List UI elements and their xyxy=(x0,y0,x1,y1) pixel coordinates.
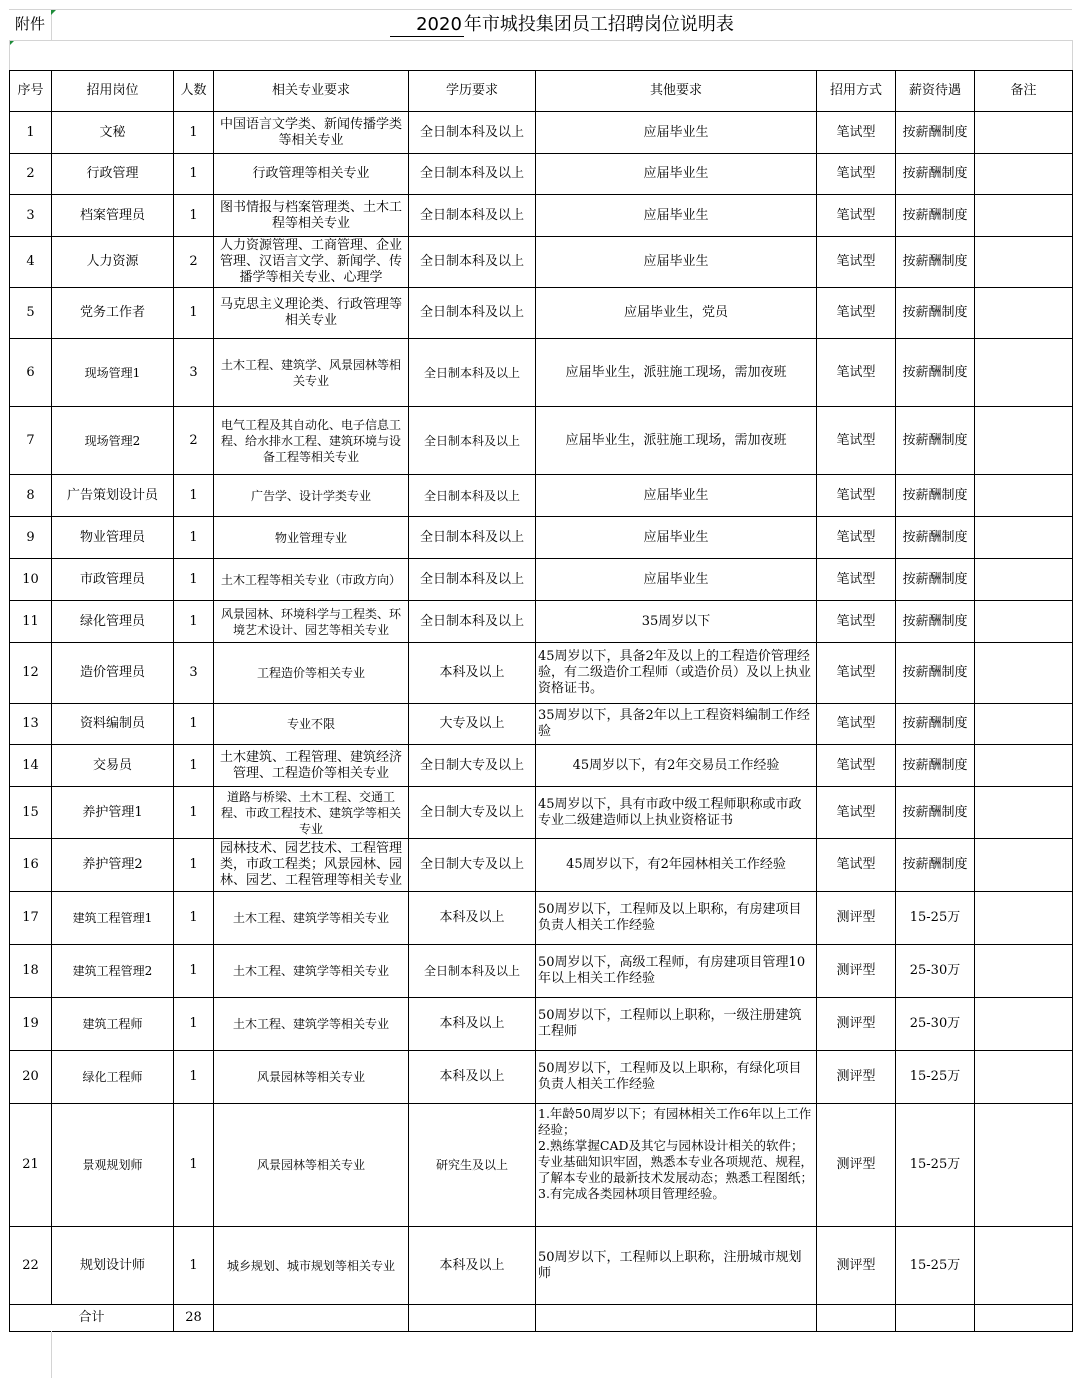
row-major: 土木工程、建筑学等相关专业 xyxy=(214,892,409,945)
row-no: 4 xyxy=(10,237,52,288)
row-remark xyxy=(975,892,1073,945)
sheet-gridline xyxy=(51,1331,52,1378)
total-empty-cell xyxy=(536,1305,817,1332)
row-no: 5 xyxy=(10,288,52,339)
row-education: 全日制本科及以上 xyxy=(409,339,536,407)
table-row xyxy=(10,745,1073,787)
row-method: 笔试型 xyxy=(817,154,896,195)
col-header-other: 其他要求 xyxy=(536,71,817,112)
row-other: 35周岁以下，具备2年以上工程资料编制工作经验 xyxy=(536,704,817,745)
row-other: 应届毕业生 xyxy=(536,475,817,517)
row-position: 养护管理1 xyxy=(52,787,174,839)
col-header-count: 人数 xyxy=(174,71,214,112)
row-no: 7 xyxy=(10,407,52,475)
row-method: 笔试型 xyxy=(817,745,896,787)
row-salary: 15-25万 xyxy=(896,892,975,945)
recruitment-table xyxy=(9,70,1073,1332)
sheet-gridline xyxy=(9,40,1072,41)
row-count: 1 xyxy=(174,1227,214,1305)
row-salary: 按薪酬制度 xyxy=(896,601,975,643)
row-major: 广告学、设计学类专业 xyxy=(214,475,409,517)
row-salary: 按薪酬制度 xyxy=(896,407,975,475)
row-other: 50周岁以下，工程师以上职称，注册城市规划师 xyxy=(536,1227,817,1305)
row-major: 风景园林等相关专业 xyxy=(214,1104,409,1227)
row-education: 全日制本科及以上 xyxy=(409,154,536,195)
table-row xyxy=(10,407,1073,475)
row-no: 21 xyxy=(10,1104,52,1227)
row-education: 全日制本科及以上 xyxy=(409,195,536,237)
row-count: 1 xyxy=(174,745,214,787)
total-empty-cell xyxy=(975,1305,1073,1332)
row-salary: 按薪酬制度 xyxy=(896,112,975,154)
row-count: 1 xyxy=(174,1051,214,1104)
sheet-gridline xyxy=(9,9,1072,10)
row-other: 应届毕业生，派驻施工现场，需加夜班 xyxy=(536,407,817,475)
row-education: 全日制本科及以上 xyxy=(409,237,536,288)
row-major: 工程造价等相关专业 xyxy=(214,643,409,704)
row-other: 45周岁以下，具有市政中级工程师职称或市政专业二级建造师以上执业资格证书 xyxy=(536,787,817,839)
table-row xyxy=(10,237,1073,288)
row-remark xyxy=(975,787,1073,839)
row-method: 笔试型 xyxy=(817,643,896,704)
row-position: 绿化管理员 xyxy=(52,601,174,643)
row-position: 规划设计师 xyxy=(52,1227,174,1305)
row-remark xyxy=(975,112,1073,154)
table-row xyxy=(10,517,1073,559)
row-major: 电气工程及其自动化、电子信息工程、给水排水工程、建筑环境与设备工程等相关专业 xyxy=(214,407,409,475)
row-count: 1 xyxy=(174,601,214,643)
table-row xyxy=(10,288,1073,339)
row-method: 笔试型 xyxy=(817,195,896,237)
row-major: 风景园林等相关专业 xyxy=(214,1051,409,1104)
row-count: 1 xyxy=(174,998,214,1051)
row-other: 应届毕业生，派驻施工现场，需加夜班 xyxy=(536,339,817,407)
row-salary: 15-25万 xyxy=(896,1051,975,1104)
row-education: 研究生及以上 xyxy=(409,1104,536,1227)
row-method: 笔试型 xyxy=(817,839,896,892)
row-education: 本科及以上 xyxy=(409,1051,536,1104)
row-method: 笔试型 xyxy=(817,339,896,407)
row-salary: 按薪酬制度 xyxy=(896,745,975,787)
row-method: 测评型 xyxy=(817,945,896,998)
row-major: 土木建筑、工程管理、建筑经济管理、工程造价等相关专业 xyxy=(214,745,409,787)
row-salary: 按薪酬制度 xyxy=(896,559,975,601)
row-position: 文秘 xyxy=(52,112,174,154)
row-position: 档案管理员 xyxy=(52,195,174,237)
row-position: 行政管理 xyxy=(52,154,174,195)
row-remark xyxy=(975,407,1073,475)
row-salary: 15-25万 xyxy=(896,1227,975,1305)
table-row xyxy=(10,839,1073,892)
row-position: 市政管理员 xyxy=(52,559,174,601)
row-method: 测评型 xyxy=(817,1104,896,1227)
row-major: 土木工程等相关专业（市政方向） xyxy=(214,559,409,601)
row-count: 1 xyxy=(174,559,214,601)
row-salary: 按薪酬制度 xyxy=(896,643,975,704)
row-method: 测评型 xyxy=(817,998,896,1051)
row-remark xyxy=(975,601,1073,643)
row-method: 测评型 xyxy=(817,1051,896,1104)
row-salary: 按薪酬制度 xyxy=(896,339,975,407)
row-education: 本科及以上 xyxy=(409,1227,536,1305)
row-major: 土木工程、建筑学等相关专业 xyxy=(214,998,409,1051)
row-count: 1 xyxy=(174,1104,214,1227)
row-position: 资料编制员 xyxy=(52,704,174,745)
row-no: 13 xyxy=(10,704,52,745)
row-method: 测评型 xyxy=(817,1227,896,1305)
row-remark xyxy=(975,195,1073,237)
row-no: 6 xyxy=(10,339,52,407)
row-position: 广告策划设计员 xyxy=(52,475,174,517)
row-remark xyxy=(975,945,1073,998)
row-no: 9 xyxy=(10,517,52,559)
row-method: 测评型 xyxy=(817,892,896,945)
table-row xyxy=(10,892,1073,945)
attachment-label: 附件 xyxy=(9,9,52,40)
row-method: 笔试型 xyxy=(817,704,896,745)
row-major: 行政管理等相关专业 xyxy=(214,154,409,195)
row-remark xyxy=(975,475,1073,517)
col-header-major: 相关专业要求 xyxy=(214,71,409,112)
row-no: 20 xyxy=(10,1051,52,1104)
total-row xyxy=(10,1305,1073,1332)
row-education: 全日制本科及以上 xyxy=(409,407,536,475)
row-other: 45周岁以下，有2年交易员工作经验 xyxy=(536,745,817,787)
row-count: 3 xyxy=(174,339,214,407)
row-count: 1 xyxy=(174,945,214,998)
row-other: 应届毕业生，党员 xyxy=(536,288,817,339)
total-empty-cell xyxy=(214,1305,409,1332)
row-major: 物业管理专业 xyxy=(214,517,409,559)
row-remark xyxy=(975,745,1073,787)
row-salary: 按薪酬制度 xyxy=(896,288,975,339)
table-row xyxy=(10,998,1073,1051)
row-no: 14 xyxy=(10,745,52,787)
row-remark xyxy=(975,1227,1073,1305)
table-row xyxy=(10,1051,1073,1104)
row-education: 本科及以上 xyxy=(409,998,536,1051)
table-row xyxy=(10,601,1073,643)
row-method: 笔试型 xyxy=(817,517,896,559)
row-major: 土木工程、建筑学等相关专业 xyxy=(214,945,409,998)
table-row xyxy=(10,787,1073,839)
row-remark xyxy=(975,559,1073,601)
row-no: 18 xyxy=(10,945,52,998)
row-salary: 按薪酬制度 xyxy=(896,787,975,839)
row-no: 17 xyxy=(10,892,52,945)
row-other: 应届毕业生 xyxy=(536,517,817,559)
row-education: 全日制本科及以上 xyxy=(409,112,536,154)
row-no: 22 xyxy=(10,1227,52,1305)
col-header-salary: 薪资待遇 xyxy=(896,71,975,112)
row-method: 笔试型 xyxy=(817,787,896,839)
row-remark xyxy=(975,237,1073,288)
row-remark xyxy=(975,517,1073,559)
row-other: 应届毕业生 xyxy=(536,237,817,288)
row-education: 本科及以上 xyxy=(409,643,536,704)
row-major: 道路与桥梁、土木工程、交通工程、市政工程技术、建筑学等相关专业 xyxy=(214,787,409,839)
row-salary: 25-30万 xyxy=(896,998,975,1051)
row-position: 党务工作者 xyxy=(52,288,174,339)
row-count: 1 xyxy=(174,288,214,339)
row-remark xyxy=(975,839,1073,892)
row-position: 造价管理员 xyxy=(52,643,174,704)
total-empty-cell xyxy=(409,1305,536,1332)
row-position: 建筑工程师 xyxy=(52,998,174,1051)
row-count: 2 xyxy=(174,407,214,475)
table-header-row xyxy=(10,71,1073,112)
row-no: 16 xyxy=(10,839,52,892)
row-salary: 按薪酬制度 xyxy=(896,704,975,745)
row-salary: 按薪酬制度 xyxy=(896,195,975,237)
row-count: 1 xyxy=(174,195,214,237)
row-position: 绿化工程师 xyxy=(52,1051,174,1104)
row-no: 2 xyxy=(10,154,52,195)
row-salary: 按薪酬制度 xyxy=(896,839,975,892)
row-no: 15 xyxy=(10,787,52,839)
row-education: 全日制本科及以上 xyxy=(409,475,536,517)
row-count: 1 xyxy=(174,704,214,745)
row-count: 1 xyxy=(174,112,214,154)
row-position: 交易员 xyxy=(52,745,174,787)
row-method: 笔试型 xyxy=(817,601,896,643)
row-method: 笔试型 xyxy=(817,288,896,339)
table-row xyxy=(10,112,1073,154)
row-major: 城乡规划、城市规划等相关专业 xyxy=(214,1227,409,1305)
row-position: 物业管理员 xyxy=(52,517,174,559)
table-row xyxy=(10,1104,1073,1227)
row-no: 3 xyxy=(10,195,52,237)
row-remark xyxy=(975,1051,1073,1104)
row-salary: 15-25万 xyxy=(896,1104,975,1227)
row-education: 全日制本科及以上 xyxy=(409,517,536,559)
row-other: 50周岁以下，工程师及以上职称，有房建项目负责人相关工作经验 xyxy=(536,892,817,945)
row-count: 1 xyxy=(174,839,214,892)
row-remark xyxy=(975,154,1073,195)
row-education: 全日制大专及以上 xyxy=(409,745,536,787)
row-major: 土木工程、建筑学、风景园林等相关专业 xyxy=(214,339,409,407)
row-major: 图书情报与档案管理类、土木工程等相关专业 xyxy=(214,195,409,237)
table-row xyxy=(10,475,1073,517)
row-other: 50周岁以下，工程师以上职称，一级注册建筑工程师 xyxy=(536,998,817,1051)
row-remark xyxy=(975,339,1073,407)
table-row xyxy=(10,339,1073,407)
row-salary: 按薪酬制度 xyxy=(896,517,975,559)
row-method: 笔试型 xyxy=(817,112,896,154)
row-major: 专业不限 xyxy=(214,704,409,745)
row-other: 应届毕业生 xyxy=(536,195,817,237)
row-education: 全日制本科及以上 xyxy=(409,601,536,643)
row-remark xyxy=(975,1104,1073,1227)
row-count: 1 xyxy=(174,787,214,839)
row-count: 1 xyxy=(174,475,214,517)
row-no: 11 xyxy=(10,601,52,643)
row-other: 50周岁以下，高级工程师，有房建项目管理10年以上相关工作经验 xyxy=(536,945,817,998)
row-salary: 25-30万 xyxy=(896,945,975,998)
row-salary: 按薪酬制度 xyxy=(896,154,975,195)
row-position: 建筑工程管理2 xyxy=(52,945,174,998)
sheet-tail xyxy=(9,1331,1072,1378)
row-other: 50周岁以下，工程师及以上职称，有绿化项目负责人相关工作经验 xyxy=(536,1051,817,1104)
row-major: 马克思主义理论类、行政管理等相关专业 xyxy=(214,288,409,339)
row-count: 1 xyxy=(174,892,214,945)
title-year: 2020 xyxy=(390,14,464,37)
table-row xyxy=(10,704,1073,745)
row-remark xyxy=(975,288,1073,339)
row-salary: 按薪酬制度 xyxy=(896,475,975,517)
row-position: 人力资源 xyxy=(52,237,174,288)
row-count: 3 xyxy=(174,643,214,704)
title-text: 年市城投集团员工招聘岗位说明表 xyxy=(463,14,734,35)
row-education: 全日制本科及以上 xyxy=(409,559,536,601)
row-major: 中国语言文学类、新闻传播学类等相关专业 xyxy=(214,112,409,154)
row-remark xyxy=(975,643,1073,704)
row-other: 45周岁以下，有2年园林相关工作经验 xyxy=(536,839,817,892)
row-education: 全日制本科及以上 xyxy=(409,288,536,339)
row-position: 现场管理1 xyxy=(52,339,174,407)
row-remark xyxy=(975,998,1073,1051)
row-no: 19 xyxy=(10,998,52,1051)
col-header-education: 学历要求 xyxy=(409,71,536,112)
row-education: 全日制大专及以上 xyxy=(409,839,536,892)
row-no: 1 xyxy=(10,112,52,154)
row-other: 应届毕业生 xyxy=(536,112,817,154)
sheet-header xyxy=(0,0,1080,40)
row-no: 8 xyxy=(10,475,52,517)
page-title xyxy=(52,9,1072,40)
table-row xyxy=(10,945,1073,998)
table-row xyxy=(10,1227,1073,1305)
row-other: 35周岁以下 xyxy=(536,601,817,643)
row-education: 全日制大专及以上 xyxy=(409,787,536,839)
sheet-gridline xyxy=(1072,40,1073,70)
row-major: 人力资源管理、工商管理、企业管理、汉语言文学、新闻学、传播学等相关专业、心理学 xyxy=(214,237,409,288)
row-position: 建筑工程管理1 xyxy=(52,892,174,945)
col-header-position: 招用岗位 xyxy=(52,71,174,112)
col-header-no: 序号 xyxy=(10,71,52,112)
row-count: 1 xyxy=(174,517,214,559)
row-no: 12 xyxy=(10,643,52,704)
row-position: 现场管理2 xyxy=(52,407,174,475)
row-education: 大专及以上 xyxy=(409,704,536,745)
row-position: 景观规划师 xyxy=(52,1104,174,1227)
row-other: 应届毕业生 xyxy=(536,559,817,601)
row-other: 45周岁以下，具备2年及以上的工程造价管理经验，有二级造价工程师（或造价员）及以上执业资格证书。 xyxy=(536,643,817,704)
row-no: 10 xyxy=(10,559,52,601)
row-education: 本科及以上 xyxy=(409,892,536,945)
row-other: 应届毕业生 xyxy=(536,154,817,195)
col-header-method: 招用方式 xyxy=(817,71,896,112)
table-row xyxy=(10,154,1073,195)
row-method: 笔试型 xyxy=(817,475,896,517)
row-major: 园林技术、园艺技术、工程管理类，市政工程类；风景园林、园林、园艺、工程管理等相关专业 xyxy=(214,839,409,892)
row-method: 笔试型 xyxy=(817,237,896,288)
total-count: 28 xyxy=(174,1305,214,1332)
row-method: 笔试型 xyxy=(817,407,896,475)
col-header-remark: 备注 xyxy=(975,71,1073,112)
row-position: 养护管理2 xyxy=(52,839,174,892)
table-row xyxy=(10,195,1073,237)
row-salary: 按薪酬制度 xyxy=(896,237,975,288)
total-label: 合计 xyxy=(10,1305,174,1332)
table-row xyxy=(10,559,1073,601)
total-empty-cell xyxy=(817,1305,896,1332)
table-row xyxy=(10,643,1073,704)
row-other: 1.年龄50周岁以下；有园林相关工作6年以上工作经验； 2.熟练掌握CAD及其它与园林设计相关的软件；专业基础知识牢固，熟悉本专业各项规范、规程，了解本专业的最新技术发展动态；熟悉工程图纸； 3.有完成各类园林项目管理经验。 xyxy=(536,1104,817,1227)
sheet-gridline xyxy=(9,40,10,70)
row-major: 风景园林、环境科学与工程类、环境艺术设计、园艺等相关专业 xyxy=(214,601,409,643)
row-count: 1 xyxy=(174,154,214,195)
row-education: 全日制本科及以上 xyxy=(409,945,536,998)
row-count: 2 xyxy=(174,237,214,288)
row-remark xyxy=(975,704,1073,745)
row-method: 笔试型 xyxy=(817,559,896,601)
total-empty-cell xyxy=(896,1305,975,1332)
